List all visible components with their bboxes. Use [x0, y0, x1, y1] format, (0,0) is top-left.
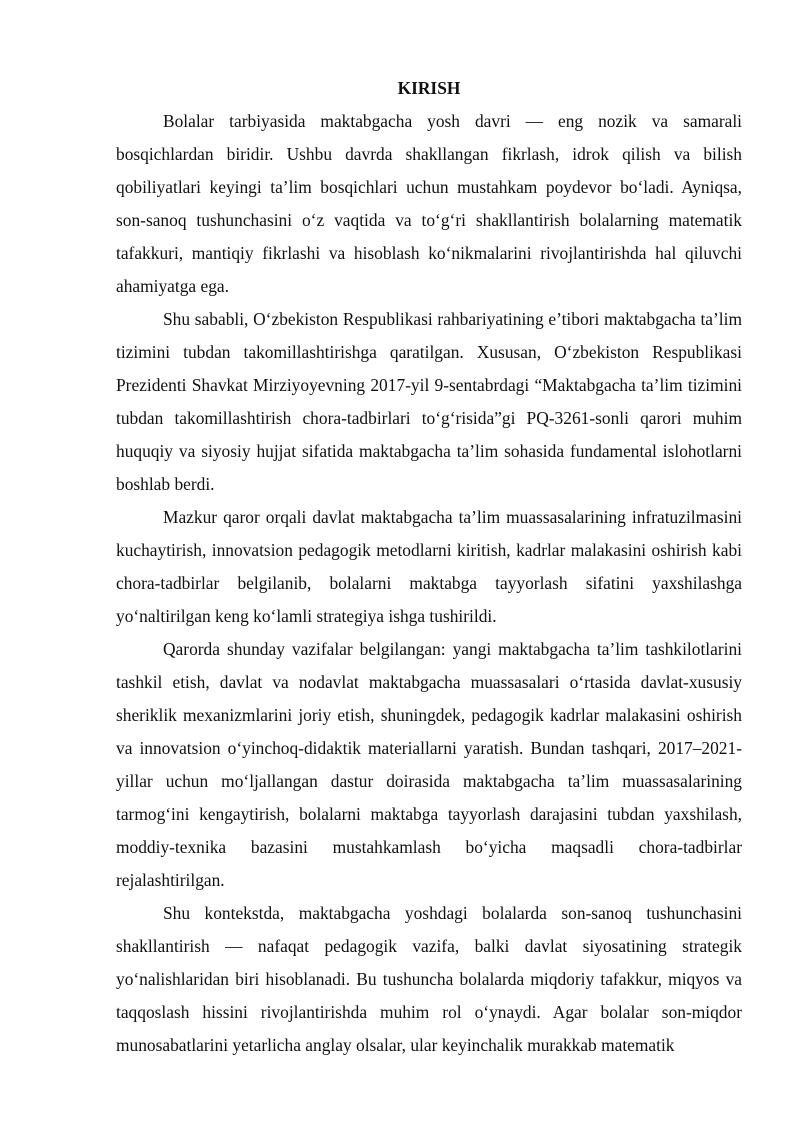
document-body: [116, 72, 742, 1062]
paragraph-3: Mazkur qaror orqali davlat maktabgacha ta’lim muassasalarining infratuzilmasini kuchaytirish, innovatsion pedagogik metodlarni kiritish, kadrlar malakasini oshirish kabi chora-tadbirlar belgilanib, bolalarni maktabga tayyorlash sifatini yaxshilashga yo‘naltirilgan keng ko‘lamli strategiya ishga tushirildi.: [116, 507, 742, 626]
paragraph-2: Shu sababli, O‘zbekiston Respublikasi rahbariyatining e’tibori maktabgacha ta’lim tizimini tubdan takomillashtirishga qaratilgan. Xususan, O‘zbekiston Respublikasi Prezidenti Shavkat Mirziyoyevning 2017-yil 9-sentabrdagi “Maktabgacha ta’lim tizimini tubdan takomillashtirish chora-tadbirlari to‘g‘risida”gi PQ-3261-sonli qarori muhim huquqiy va siyosiy hujjat sifatida maktabgacha ta’lim sohasida fundamental islohotlarni boshlab berdi.: [116, 309, 742, 494]
paragraph-1: Bolalar tarbiyasida maktabgacha yosh davri — eng nozik va samarali bosqichlardan biridir. Ushbu davrda shakllangan fikrlash, idrok qilish va bilish qobiliyatlari keyingi ta’lim bosqichlari uchun mustahkam poydevor bo‘ladi. Ayniqsa, son-sanoq tushunchasini o‘z vaqtida va to‘g‘ri shakllantirish bolalarning matematik tafakkuri, mantiqiy fikrlashi va hisoblash ko‘nikmalarini rivojlantirishda hal qiluvchi ahamiyatga ega.: [116, 111, 742, 296]
paragraph-5: Shu kontekstda, maktabgacha yoshdagi bolalarda son-sanoq tushunchasini shakllantirish — nafaqat pedagogik vazifa, balki davlat siyosatining strategik yo‘nalishlaridan biri hisoblanadi. Bu tushuncha bolalarda miqdoriy tafakkur, miqyos va taqqoslash hissini rivojlantirishda muhim rol o‘ynaydi. Agar bolalar son-miqdor munosabatlarini yetarlicha anglay olsalar, ular keyinchalik murakkab matematik: [116, 903, 742, 1055]
page-title: KIRISH: [397, 78, 461, 98]
paragraph-4: Qarorda shunday vazifalar belgilangan: yangi maktabgacha ta’lim tashkilotlarini tashkil etish, davlat va nodavlat maktabgacha muassasalari o‘rtasida davlat-xususiy sheriklik mexanizmlarini joriy etish, shuningdek, pedagogik kadrlar malakasini oshirish va innovatsion o‘yinchoq-didaktik materiallarni yaratish. Bundan tashqari, 2017–2021-yillar uchun mo‘ljallangan dastur doirasida maktabgacha ta’lim muassasalarining tarmog‘ini kengaytirish, bolalarni maktabga tayyorlash darajasini tubdan yaxshilash, moddiy-texnika bazasini mustahkamlash bo‘yicha maqsadli chora-tadbirlar rejalashtirilgan.: [116, 639, 742, 890]
